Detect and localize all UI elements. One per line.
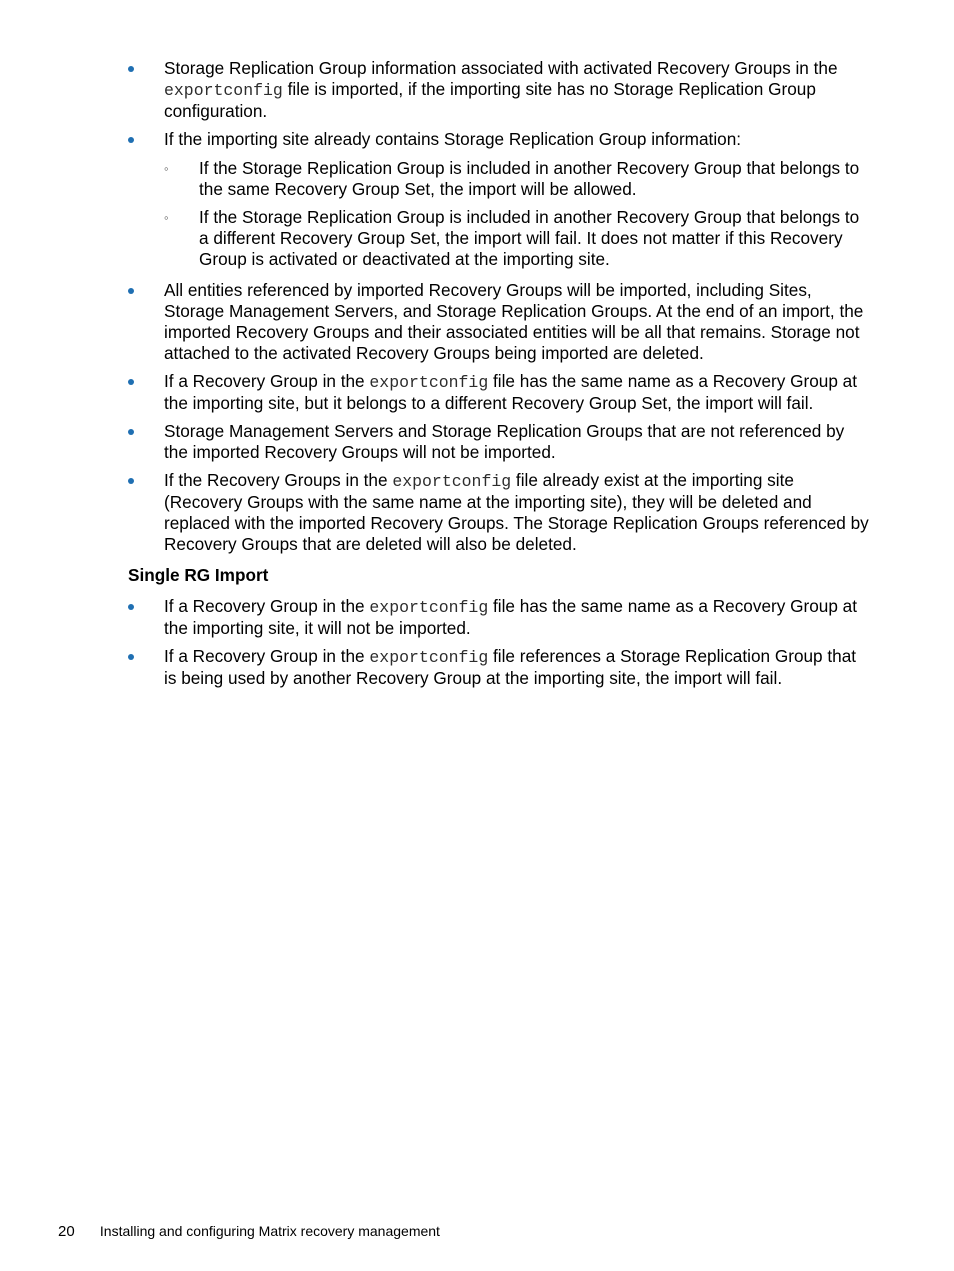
sub-list-item [164,207,870,270]
list-item-text: Storage Replication Group information associated with activated Recovery Groups in the exportconfig file is imported, if the importing site has no Storage Replication Group configuration. [164,58,838,121]
bullet-icon [128,654,134,660]
running-title: Installing and configuring Matrix recovery management [99,1223,440,1239]
list-item [0,596,954,639]
bullet-icon [128,66,134,72]
list-item [0,371,954,414]
list-item [0,58,954,122]
hollow-bullet-icon: ◦ [164,161,169,176]
list-item-text: All entities referenced by imported Recovery Groups will be imported, including Sites, Storage Management Servers, and Storage Replication Groups. At the end of an import, the imported Recovery Groups and their associated entities will be all that remains. Storage not attached to the activated Recovery Groups being imported are deleted. [164,280,864,363]
page-footer [58,1222,440,1241]
sub-list-item-text: If the Storage Replication Group is included in another Recovery Group that belongs to a different Recovery Group Set, the import will fail. It does not matter if this Recovery Group is activated or deactivated at the importing site. [199,207,860,269]
bullet-list-single-rg-import [0,596,954,689]
hollow-bullet-icon: ◦ [164,210,169,225]
bullet-icon [128,478,134,484]
page-content [0,58,954,696]
code-exportconfig: exportconfig [369,598,489,617]
page-number: 20 [58,1223,75,1240]
list-item [0,470,954,555]
sub-list-item-text: If the Storage Replication Group is included in another Recovery Group that belongs to the same Recovery Group Set, the import will be allowed. [199,158,860,199]
code-exportconfig: exportconfig [392,472,512,491]
list-item-text: If the Recovery Groups in the exportconfig file already exist at the importing site (Recovery Groups with the same name at the importing site), they will be deleted and replaced with the imported Recovery Groups. The Storage Replication Groups referenced by Recovery Groups that are deleted will also be deleted. [164,470,869,554]
list-item-text: Storage Management Servers and Storage Replication Groups that are not referenced by the imported Recovery Groups will not be imported. [164,421,845,462]
list-item-text: If a Recovery Group in the exportconfig file references a Storage Replication Group that is being used by another Recovery Group at the importing site, the import will fail. [164,646,857,688]
sub-list-item [164,158,870,200]
bullet-icon [128,604,134,610]
list-item [0,646,954,689]
list-item [0,129,954,270]
bullet-icon [128,379,134,385]
list-item [0,421,954,463]
list-item-text: If the importing site already contains Storage Replication Group information: [164,129,742,149]
sub-bullet-list [164,158,870,270]
list-item-text: If a Recovery Group in the exportconfig file has the same name as a Recovery Group at the importing site, it will not be imported. [164,596,857,638]
code-exportconfig: exportconfig [369,373,489,392]
list-item-text: If a Recovery Group in the exportconfig file has the same name as a Recovery Group at the importing site, but it belongs to a different Recovery Group Set, the import will fail. [164,371,857,413]
bullet-icon [128,137,134,143]
bullet-icon [128,288,134,294]
list-item [0,280,954,364]
code-exportconfig: exportconfig [164,81,283,100]
code-exportconfig: exportconfig [369,648,489,667]
bullet-icon [128,429,134,435]
bullet-list-import-rules [0,58,954,555]
section-heading-single-rg-import: Single RG Import [128,565,269,585]
